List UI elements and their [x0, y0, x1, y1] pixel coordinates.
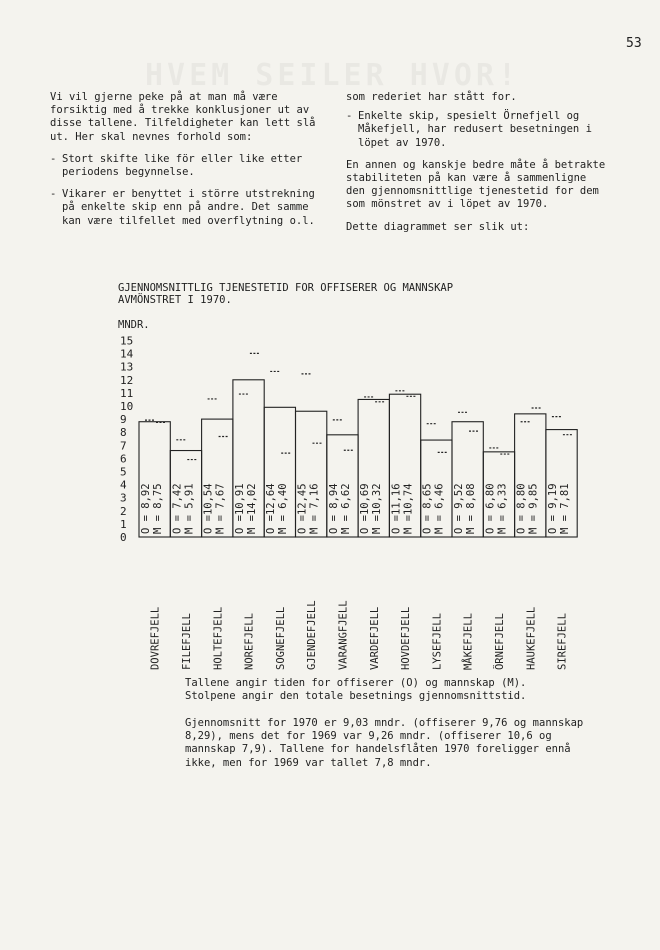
officer-data-label: O = 8,80: [515, 483, 528, 534]
y-tick-label: 0: [120, 531, 127, 544]
y-tick-label: 13: [120, 360, 134, 374]
right-bullet-text: Enkelte skip, spesielt Örnefjell og Måkefjell, har redusert besetningen i löpet av 1970.: [358, 110, 592, 149]
officer-data-label: O = 8,65: [421, 483, 434, 534]
y-tick-label: 9: [120, 413, 127, 427]
crew-data-label: M = 6,33: [496, 483, 509, 534]
x-tick-label: SOGNEFJELL: [274, 606, 287, 670]
right-paragraph-1: En annen og kanskje bedre måte å betrakte stabiliteten på kan være å sammenligne den gjennomsnittlige tjenestetid for dem som mönstret av i löpet av 1970.: [346, 158, 606, 211]
y-tick-label: 2: [120, 504, 127, 518]
officer-data-label: O = 7,42: [171, 483, 184, 534]
x-tick-label: HOLTEFJELL: [212, 606, 225, 670]
left-bullet: - Stort skifte like för eller like etter periodens begynnelse.: [50, 153, 322, 179]
chart-caption: Tallene angir tiden for offiserer (O) og mannskap (M). Stolpene angir den totale besetnings gjennomsnittstid.: [185, 677, 527, 703]
left-bullet-text: Stort skifte like för eller like etter periodens begynnelse.: [62, 152, 303, 179]
x-tick-label: HAUKEFJELL: [525, 606, 538, 670]
right-bullet: - Enkelte skip, spesielt Örnefjell og Måkefjell, har redusert besetningen i löpet av 1970.: [346, 110, 611, 150]
officer-data-label: O =10,91: [233, 483, 246, 534]
y-tick-label: 6: [120, 452, 127, 466]
y-tick-label: 10: [120, 400, 134, 413]
officer-data-label: O = 8,92: [140, 483, 152, 534]
x-tick-label: HOVDEFJELL: [400, 606, 413, 670]
y-axis-unit: MNDR.: [118, 319, 150, 331]
chart-title-line-1: GJENNOMSNITTLIG TJENESTETID FOR OFFISERER OG MANNSKAP: [118, 282, 454, 294]
officer-data-label: O = 6,80: [484, 483, 497, 534]
x-tick-label: NOREFJELL: [243, 613, 256, 670]
x-tick-label: LYSEFJELL: [431, 613, 444, 670]
crew-data-label: M = 8,75: [152, 483, 164, 534]
crew-data-label: M =10,74: [402, 483, 415, 534]
x-tick-label: DOVREFJELL: [149, 606, 162, 670]
officer-data-label: O = 9,19: [546, 483, 559, 534]
y-tick-label: 5: [120, 465, 127, 479]
y-tick-label: 8: [120, 426, 127, 440]
y-tick-label: 12: [120, 373, 134, 387]
crew-data-label: M = 6,46: [433, 483, 446, 534]
crew-data-label: M = 8,08: [465, 483, 477, 534]
right-continuation: som rederiet har stått for.: [346, 91, 517, 103]
left-bullet: - Vikarer er benyttet i större utstrekning på enkelte skip enn på andre. Det samme kan være tilfellet med overflytning o.l.: [50, 188, 322, 228]
crew-data-label: M = 9,85: [527, 483, 540, 534]
chart-title-line-2: AVMÖNSTRET I 1970.: [118, 294, 232, 306]
y-tick-label: 1: [120, 517, 127, 531]
y-tick-label: 11: [120, 386, 134, 400]
officer-data-label: O =12,45: [296, 483, 309, 534]
crew-data-label: M =10,32: [371, 483, 384, 534]
crew-data-label: M = 6,62: [339, 483, 352, 534]
x-tick-label: MÅKEFJELL: [462, 613, 475, 670]
officer-data-label: O = 9,52: [453, 483, 465, 534]
y-tick-label: 4: [120, 478, 127, 492]
page-number: 53: [626, 36, 642, 51]
x-tick-label: FILEFJELL: [180, 613, 193, 670]
officer-data-label: O =12,64: [265, 483, 278, 534]
x-tick-label: SIREFJELL: [556, 613, 569, 670]
x-tick-label: ÖRNEFJELL: [493, 613, 506, 670]
officer-data-label: O =10,54: [202, 483, 215, 534]
averages-note: Gjennomsnitt for 1970 er 9,03 mndr. (offiserer 9,76 og mannskap 8,29), mens det for 1969 var 9,26 mndr. (offiserer 10,6 og mannskap 7,9). Tallene for handelsflåten 1970 foreligger ennå ikke, men for 1969 var tallet 7,8 mndr.: [185, 717, 584, 769]
crew-data-label: M = 7,81: [558, 483, 571, 534]
x-tick-label: GJENDEFJELL: [306, 600, 319, 670]
crew-data-label: M =14,02: [245, 483, 258, 534]
y-tick-label: 3: [120, 491, 127, 505]
y-tick-label: 14: [120, 347, 134, 361]
crew-data-label: M = 6,40: [277, 483, 290, 534]
y-tick-label: 15: [120, 334, 134, 348]
crew-data-label: M = 7,67: [214, 483, 227, 534]
x-tick-label: VARDEFJELL: [368, 606, 381, 670]
officer-data-label: O =10,69: [359, 483, 372, 534]
officer-data-label: O =11,16: [390, 483, 403, 534]
officer-data-label: O = 8,94: [327, 483, 340, 534]
left-paragraph: Vi vil gjerne peke på at man må være forsiktig med å trekke konklusjoner ut av disse tallene. Tilfeldigheter kan lett slå ut. Her skal nevnes forhold som:: [50, 91, 316, 143]
y-tick-label: 7: [120, 439, 127, 453]
right-paragraph-2: Dette diagrammet ser slik ut:: [346, 220, 530, 233]
left-bullet-text: Vikarer er benyttet i större utstrekning på enkelte skip enn på andre. Det samme kan være tilfellet med overflytning o.l.: [62, 188, 315, 227]
x-tick-label: VARANGFJELL: [337, 600, 350, 670]
crew-data-label: M = 7,16: [308, 483, 321, 534]
crew-data-label: M = 5,91: [183, 483, 196, 534]
